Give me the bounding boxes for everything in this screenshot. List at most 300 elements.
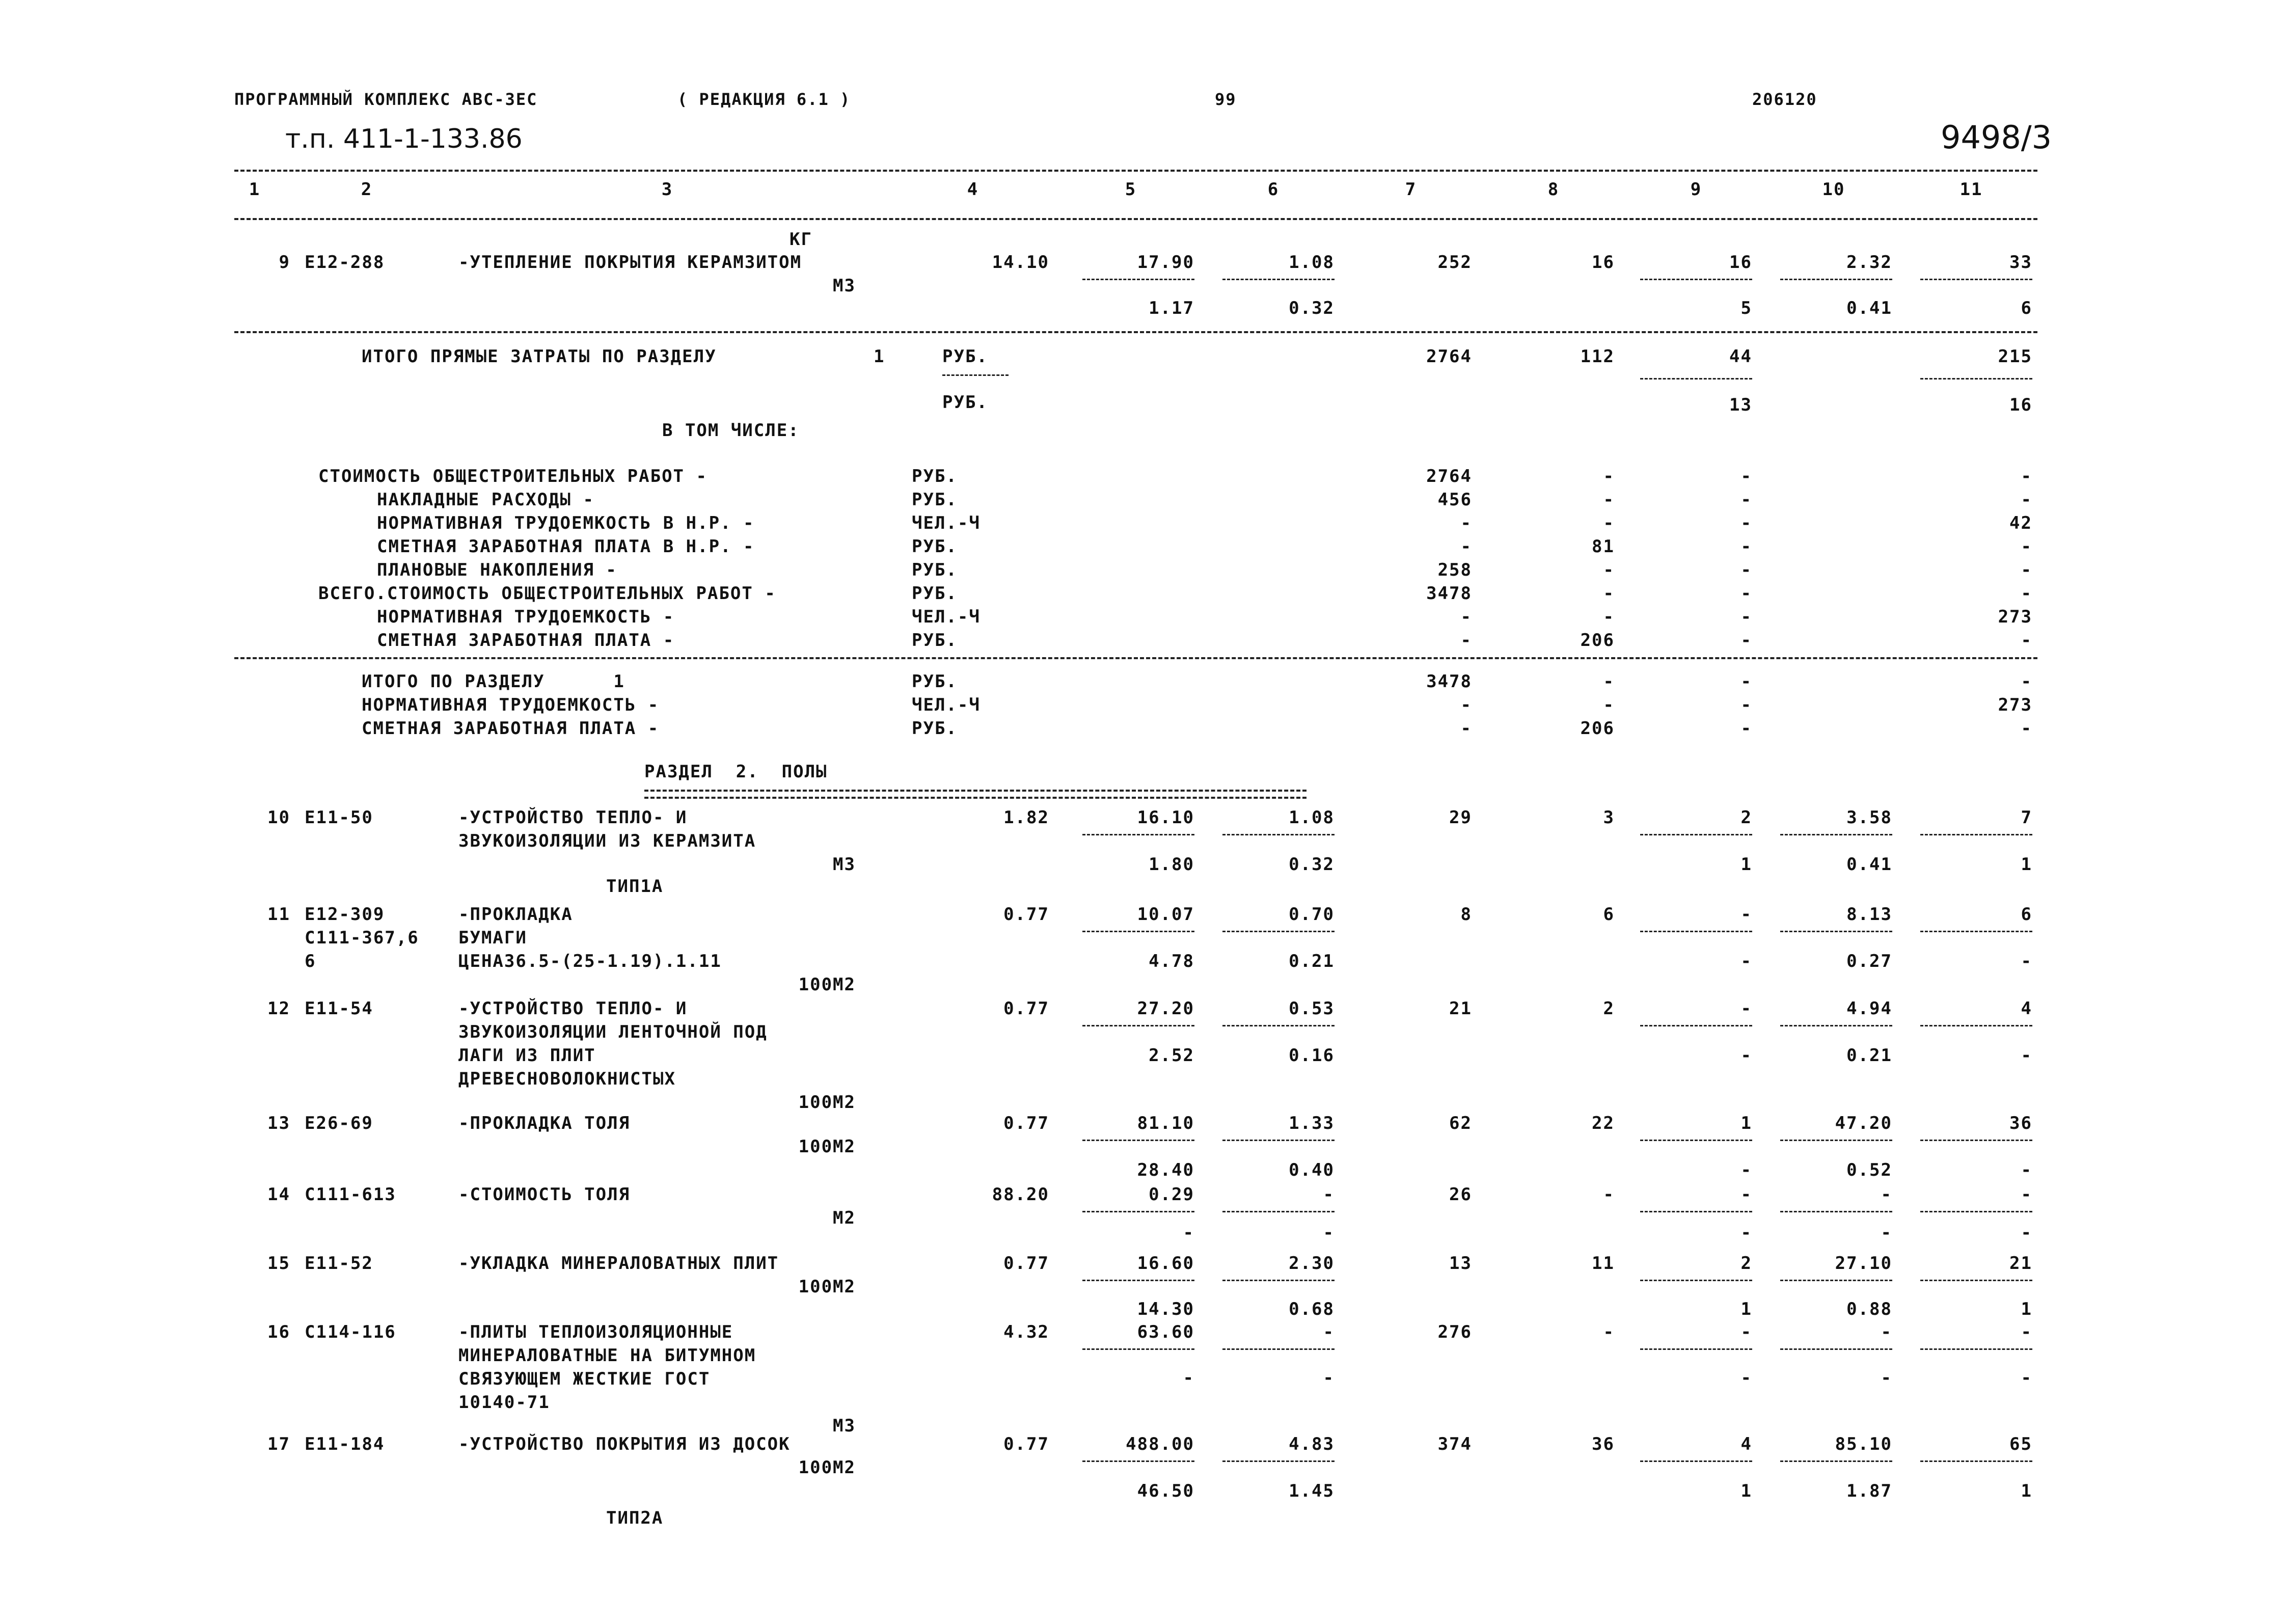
sep-c11 (1920, 1460, 2032, 1462)
cell-c10b: - (1881, 1368, 1892, 1388)
cell-c11b: 1 (2021, 854, 2032, 875)
unit-label: КГ (790, 229, 812, 250)
section-total-c7: - (1460, 718, 1472, 739)
row-number: 9 (279, 252, 290, 273)
row-unit: 100М2 (798, 1136, 856, 1157)
sep-c10 (1780, 1280, 1892, 1281)
cell-c11b: 1 (2021, 1481, 2032, 1501)
cell-c5b: 4.78 (1149, 951, 1194, 971)
section-total-label: ИТОГО ПО РАЗДЕЛУ 1 (362, 671, 625, 692)
rule-before-section-total (234, 657, 2037, 659)
row-unit: 100М2 (798, 975, 856, 995)
column-header-8: 8 (1547, 179, 1560, 200)
program-name: ПРОГРАММНЫЙ КОМПЛЕКС АВС-ЗЕС (234, 90, 538, 109)
breakdown-c11: 42 (2009, 513, 2032, 533)
row-unit: 100М2 (798, 1457, 856, 1478)
breakdown-c7: 456 (1437, 490, 1472, 510)
cell-c10: 4.94 (1846, 998, 1892, 1019)
column-header-11: 11 (1960, 179, 1983, 200)
cell-c10b: 0.21 (1846, 1045, 1892, 1066)
row-number: 13 (267, 1113, 290, 1133)
breakdown-label: ПЛАНОВЫЕ НАКОПЛЕНИЯ - (377, 560, 617, 580)
breakdown-label: СМЕТНАЯ ЗАРАБОТНАЯ ПЛАТА В Н.Р. - (377, 536, 755, 557)
row-unit: М3 (833, 854, 856, 875)
cell-c5: 17.90 (1137, 252, 1194, 273)
breakdown-label: НОРМАТИВНАЯ ТРУДОЕМКОСТЬ В Н.Р. - (377, 513, 755, 533)
cell-c9b: - (1740, 1223, 1752, 1243)
cell-c10: 27.10 (1835, 1253, 1892, 1274)
row-unit: 100М2 (798, 1092, 856, 1113)
section-total-c11: - (2021, 718, 2032, 739)
row-code: 6 (305, 951, 316, 971)
breakdown-c7: - (1460, 513, 1472, 533)
breakdown-c8: 206 (1580, 630, 1615, 651)
cell-c7: 21 (1449, 998, 1472, 1019)
breakdown-c8: - (1603, 607, 1615, 627)
row-name: ДРЕВЕСНОВОЛОКНИСТЫХ (458, 1069, 676, 1089)
cell-c9: 2 (1740, 1253, 1752, 1274)
cell-c9b: 1 (1740, 1299, 1752, 1319)
cell-c9: - (1740, 998, 1752, 1019)
cell-c11b: - (2021, 951, 2032, 971)
cell-c5: 16.60 (1137, 1253, 1194, 1274)
sep-c5 (1082, 1025, 1194, 1026)
cell-c5b: 1.17 (1149, 298, 1194, 318)
total-direct-c9: 44 (1729, 346, 1752, 367)
section-total-c9: - (1740, 671, 1752, 692)
cell-c6: 4.83 (1289, 1434, 1335, 1454)
row-name: ЦЕНА36.5-(25-1.19).1.11 (458, 951, 722, 971)
cell-c8: 6 (1603, 904, 1615, 925)
sep-c9 (1640, 1025, 1752, 1026)
cell-c10: - (1881, 1184, 1892, 1205)
row-name: -ПРОКЛАДКА (458, 904, 573, 925)
sep-c10 (1780, 1211, 1892, 1212)
sep-c10 (1780, 1025, 1892, 1026)
sep-c9 (1640, 1348, 1752, 1350)
cell-c5b: 1.80 (1149, 854, 1194, 875)
total-direct-unit-2: РУБ. (942, 392, 988, 413)
sep-c9 (1640, 279, 1752, 280)
breakdown-c8: - (1603, 466, 1615, 486)
total-direct-section: 1 (874, 346, 885, 367)
cell-c11b: 6 (2021, 298, 2032, 318)
breakdown-c11: - (2021, 630, 2032, 651)
cell-c4: 0.77 (1003, 904, 1049, 925)
section-total-c7: - (1460, 695, 1472, 715)
cell-c9: 2 (1740, 807, 1752, 828)
row-name: -УКЛАДКА МИНЕРАЛОВАТНЫХ ПЛИТ (458, 1253, 779, 1274)
breakdown-unit: РУБ. (912, 630, 958, 651)
cell-c11b: 1 (2021, 1299, 2032, 1319)
sep-c6 (1222, 1460, 1335, 1462)
breakdown-c7: - (1460, 607, 1472, 627)
breakdown-unit: ЧЕЛ.-Ч (912, 513, 981, 533)
header-rule-top (234, 170, 2037, 172)
row-name: -УСТРОЙСТВО ТЕПЛО- И (458, 998, 688, 1019)
row-name: -ПЛИТЫ ТЕПЛОИЗОЛЯЦИОННЫЕ (458, 1322, 733, 1342)
cell-c5b: 2.52 (1149, 1045, 1194, 1066)
sep-c5 (1082, 834, 1194, 835)
total-direct-c11b: 16 (2009, 395, 2032, 415)
row-code: С111-613 (305, 1184, 396, 1205)
cell-c5: 81.10 (1137, 1113, 1194, 1133)
cell-c10b: 0.41 (1846, 854, 1892, 875)
program-edition: ( РЕДАКЦИЯ 6.1 ) (677, 90, 851, 109)
cell-c9b: 1 (1740, 854, 1752, 875)
column-header-5: 5 (1125, 179, 1137, 200)
section-total-unit: РУБ. (912, 671, 958, 692)
breakdown-c11: - (2021, 560, 2032, 580)
breakdown-c7: 2764 (1426, 466, 1472, 486)
section-total-c11: - (2021, 671, 2032, 692)
cell-c10: 47.20 (1835, 1113, 1892, 1133)
sep-c6 (1222, 279, 1335, 280)
cell-c7: 374 (1437, 1434, 1472, 1454)
row-code: Е11-52 (305, 1253, 373, 1274)
row-number: 10 (267, 807, 290, 828)
section-total-c8: - (1603, 695, 1615, 715)
row-name: -УТЕПЛЕНИЕ ПОКРЫТИЯ КЕРАМЗИТОМ (458, 252, 802, 273)
row-name: МИНЕРАЛОВАТНЫЕ НА БИТУМНОМ (458, 1345, 756, 1366)
row-code: Е11-184 (305, 1434, 385, 1454)
row-name: БУМАГИ (458, 928, 527, 948)
row-number: 12 (267, 998, 290, 1019)
row-unit: М3 (833, 1416, 856, 1436)
cell-c6b: 0.32 (1289, 298, 1335, 318)
cell-c7: 8 (1460, 904, 1472, 925)
cell-c6: - (1323, 1184, 1335, 1205)
cell-c8: 3 (1603, 807, 1615, 828)
column-header-7: 7 (1405, 179, 1417, 200)
cell-c10b: 0.41 (1846, 298, 1892, 318)
cell-c11: 36 (2009, 1113, 2032, 1133)
sep-c10 (1780, 279, 1892, 280)
row-name: ЗВУКОИЗОЛЯЦИИ ЛЕНТОЧНОЙ ПОД (458, 1022, 768, 1042)
total-direct-c8: 112 (1580, 346, 1615, 367)
sep-c5 (1082, 279, 1194, 280)
cell-c7: 29 (1449, 807, 1472, 828)
column-header-4: 4 (967, 179, 979, 200)
total-direct-sep-c9 (1640, 378, 1752, 380)
row-name: -ПРОКЛАДКА ТОЛЯ (458, 1113, 631, 1133)
cell-c11: 21 (2009, 1253, 2032, 1274)
breakdown-c7: 3478 (1426, 583, 1472, 604)
row-name: -СТОИМОСТЬ ТОЛЯ (458, 1184, 631, 1205)
sep-c6 (1222, 1348, 1335, 1350)
cell-c6b: - (1323, 1223, 1335, 1243)
breakdown-c11: 273 (1998, 607, 2032, 627)
sep-c10 (1780, 1348, 1892, 1350)
section-total-c8: 206 (1580, 718, 1615, 739)
cell-c11b: - (2021, 1160, 2032, 1180)
total-direct-c9b: 13 (1729, 395, 1752, 415)
sep-c6 (1222, 1025, 1335, 1026)
cell-c4: 0.77 (1003, 1253, 1049, 1274)
sep-c5 (1082, 931, 1194, 932)
sep-c6 (1222, 1211, 1335, 1212)
breakdown-c7: - (1460, 630, 1472, 651)
cell-c10: 8.13 (1846, 904, 1892, 925)
row-code: С111-367,6 (305, 928, 419, 948)
cell-c4: 0.77 (1003, 1434, 1049, 1454)
sep-c10 (1780, 834, 1892, 835)
cell-c6: 1.33 (1289, 1113, 1335, 1133)
total-direct-unit-sep (942, 374, 1009, 376)
row-unit: М2 (833, 1208, 856, 1228)
breakdown-c7: 258 (1437, 560, 1472, 580)
cell-c9b: 1 (1740, 1481, 1752, 1501)
trailing-type-label: ТИП2А (606, 1508, 664, 1528)
cell-c4: 14.10 (992, 252, 1049, 273)
sep-c11 (1920, 1348, 2032, 1350)
sep-c9 (1640, 931, 1752, 932)
cell-c9b: - (1740, 951, 1752, 971)
sep-c9 (1640, 834, 1752, 835)
sep-c10 (1780, 1140, 1892, 1141)
cell-c11: 4 (2021, 998, 2032, 1019)
cell-c5b: - (1183, 1368, 1194, 1388)
breakdown-label: СМЕТНАЯ ЗАРАБОТНАЯ ПЛАТА - (377, 630, 675, 651)
column-header-6: 6 (1267, 179, 1280, 200)
cell-c11: 7 (2021, 807, 2032, 828)
cell-c9: 16 (1729, 252, 1752, 273)
breakdown-unit: РУБ. (912, 490, 958, 510)
sep-c9 (1640, 1140, 1752, 1141)
breakdown-c9: - (1740, 490, 1752, 510)
cell-c6: 1.08 (1289, 807, 1335, 828)
row-code: Е11-50 (305, 807, 373, 828)
total-direct-sep-c11 (1920, 378, 2032, 380)
breakdown-c9: - (1740, 630, 1752, 651)
cell-c6: 2.30 (1289, 1253, 1335, 1274)
column-header-10: 10 (1822, 179, 1845, 200)
cell-c10: 85.10 (1835, 1434, 1892, 1454)
cell-c6: 0.53 (1289, 998, 1335, 1019)
section-total-label: СМЕТНАЯ ЗАРАБОТНАЯ ПЛАТА - (362, 718, 660, 739)
cell-c4: 0.77 (1003, 998, 1049, 1019)
row-name: -УСТРОЙСТВО ТЕПЛО- И (458, 807, 688, 828)
column-header-3: 3 (661, 179, 673, 200)
breakdown-label: НОРМАТИВНАЯ ТРУДОЕМКОСТЬ - (377, 607, 675, 627)
cell-c9: - (1740, 1322, 1752, 1342)
breakdown-c11: - (2021, 490, 2032, 510)
cell-c5: 10.07 (1137, 904, 1194, 925)
cell-c4: 4.32 (1003, 1322, 1049, 1342)
cell-c6b: 0.21 (1289, 951, 1335, 971)
breakdown-c9: - (1740, 513, 1752, 533)
sep-c6 (1222, 834, 1335, 835)
sep-c6 (1222, 1140, 1335, 1141)
cell-c10: 2.32 (1846, 252, 1892, 273)
cell-c11: 65 (2009, 1434, 2032, 1454)
row-name: ЗВУКОИЗОЛЯЦИИ ИЗ КЕРАМЗИТА (458, 831, 756, 851)
breakdown-c8: - (1603, 560, 1615, 580)
cell-c8: 22 (1592, 1113, 1615, 1133)
document-code: 206120 (1752, 90, 1817, 109)
cell-c5: 63.60 (1137, 1322, 1194, 1342)
column-header-1: 1 (249, 179, 261, 200)
row-number: 17 (267, 1434, 290, 1454)
breakdown-unit: РУБ. (912, 536, 958, 557)
row-name: -УСТРОЙСТВО ПОКРЫТИЯ ИЗ ДОСОК (458, 1434, 791, 1454)
section-total-label: НОРМАТИВНАЯ ТРУДОЕМКОСТЬ - (362, 695, 660, 715)
cell-c7: 26 (1449, 1184, 1472, 1205)
row-code: Е26-69 (305, 1113, 373, 1133)
section-total-unit: РУБ. (912, 718, 958, 739)
sep-c9 (1640, 1460, 1752, 1462)
cell-c6b: - (1323, 1368, 1335, 1388)
cell-c10: - (1881, 1322, 1892, 1342)
row-code: Е12-288 (305, 252, 385, 273)
total-direct-label: ИТОГО ПРЯМЫЕ ЗАТРАТЫ ПО РАЗДЕЛУ (362, 346, 717, 367)
cell-c9: 1 (1740, 1113, 1752, 1133)
sep-c5 (1082, 1460, 1194, 1462)
row-unit: М3 (833, 276, 856, 296)
rule-after-row-9 (234, 331, 2037, 333)
cell-c7: 13 (1449, 1253, 1472, 1274)
section-2-underline (644, 790, 1307, 799)
type-label: ТИП1А (606, 876, 664, 897)
row-code: Е11-54 (305, 998, 373, 1019)
total-direct-c7: 2764 (1426, 346, 1472, 367)
cell-c10b: 0.27 (1846, 951, 1892, 971)
handwritten-doc-ref: т.п. 411-1-133.86 (285, 124, 523, 154)
cell-c11b: - (2021, 1223, 2032, 1243)
cell-c11: - (2021, 1184, 2032, 1205)
breakdown-c9: - (1740, 536, 1752, 557)
cell-c10b: 1.87 (1846, 1481, 1892, 1501)
sep-c11 (1920, 279, 2032, 280)
cell-c9b: - (1740, 1368, 1752, 1388)
row-code: С114-116 (305, 1322, 396, 1342)
breakdown-unit: ЧЕЛ.-Ч (912, 607, 981, 627)
row-name: 10140-71 (458, 1392, 550, 1413)
cell-c9: - (1740, 904, 1752, 925)
breakdown-c9: - (1740, 560, 1752, 580)
column-header-2: 2 (361, 179, 373, 200)
cell-c6b: 0.32 (1289, 854, 1335, 875)
cell-c9b: - (1740, 1160, 1752, 1180)
breakdown-c8: 81 (1592, 536, 1615, 557)
breakdown-c11: - (2021, 536, 2032, 557)
sep-c11 (1920, 1211, 2032, 1212)
breakdown-label: ВСЕГО.СТОИМОСТЬ ОБЩЕСТРОИТЕЛЬНЫХ РАБОТ - (318, 583, 776, 604)
cell-c10b: - (1881, 1223, 1892, 1243)
sep-c5 (1082, 1211, 1194, 1212)
cell-c7: 276 (1437, 1322, 1472, 1342)
cell-c10b: 0.52 (1846, 1160, 1892, 1180)
row-number: 11 (267, 904, 290, 925)
cell-c11: 33 (2009, 252, 2032, 273)
cell-c8: 11 (1592, 1253, 1615, 1274)
header-rule-bottom (234, 218, 2037, 220)
breakdown-c8: - (1603, 490, 1615, 510)
sep-c11 (1920, 931, 2032, 932)
sep-c11 (1920, 1280, 2032, 1281)
cell-c6: 1.08 (1289, 252, 1335, 273)
row-number: 16 (267, 1322, 290, 1342)
sep-c5 (1082, 1348, 1194, 1350)
breakdown-c9: - (1740, 583, 1752, 604)
cell-c6: - (1323, 1322, 1335, 1342)
sep-c10 (1780, 1460, 1892, 1462)
page-number: 99 (1215, 90, 1237, 109)
cell-c5b: 14.30 (1137, 1299, 1194, 1319)
cell-c11: - (2021, 1322, 2032, 1342)
breakdown-c11: - (2021, 466, 2032, 486)
row-code: Е12-309 (305, 904, 385, 925)
sep-c5 (1082, 1280, 1194, 1281)
breakdown-c9: - (1740, 607, 1752, 627)
section-2-title: РАЗДЕЛ 2. ПОЛЫ (644, 762, 828, 782)
total-direct-c11: 215 (1998, 346, 2032, 367)
row-number: 14 (267, 1184, 290, 1205)
section-total-unit: ЧЕЛ.-Ч (912, 695, 981, 715)
sep-c9 (1640, 1211, 1752, 1212)
cell-c8: 16 (1592, 252, 1615, 273)
sep-c11 (1920, 1140, 2032, 1141)
cell-c8: - (1603, 1184, 1615, 1205)
cell-c5: 0.29 (1149, 1184, 1194, 1205)
sep-c11 (1920, 834, 2032, 835)
breakdown-unit: РУБ. (912, 560, 958, 580)
cell-c5b: 46.50 (1137, 1481, 1194, 1501)
cell-c10b: 0.88 (1846, 1299, 1892, 1319)
section-total-c7: 3478 (1426, 671, 1472, 692)
cell-c5: 488.00 (1126, 1434, 1194, 1454)
section-total-c8: - (1603, 671, 1615, 692)
row-number: 15 (267, 1253, 290, 1274)
cell-c11b: - (2021, 1368, 2032, 1388)
cell-c6b: 0.40 (1289, 1160, 1335, 1180)
cell-c4: 1.82 (1003, 807, 1049, 828)
breakdown-c9: - (1740, 466, 1752, 486)
breakdown-c8: - (1603, 513, 1615, 533)
sep-c9 (1640, 1280, 1752, 1281)
section-total-c9: - (1740, 718, 1752, 739)
row-name: СВЯЗУЮЩЕМ ЖЕСТКИЕ ГОСТ (458, 1369, 711, 1389)
breakdown-c7: - (1460, 536, 1472, 557)
section-total-c9: - (1740, 695, 1752, 715)
row-unit: 100М2 (798, 1277, 856, 1297)
handwritten-sheet-number: 9498/3 (1941, 119, 2052, 156)
sep-c5 (1082, 1140, 1194, 1141)
sep-c11 (1920, 1025, 2032, 1026)
breakdown-c8: - (1603, 583, 1615, 604)
cell-c7: 252 (1437, 252, 1472, 273)
cell-c6: 0.70 (1289, 904, 1335, 925)
cell-c10: 3.58 (1846, 807, 1892, 828)
column-header-9: 9 (1690, 179, 1702, 200)
breakdown-c11: - (2021, 583, 2032, 604)
breakdown-label: НАКЛАДНЫЕ РАСХОДЫ - (377, 490, 594, 510)
cell-c6b: 0.68 (1289, 1299, 1335, 1319)
section-total-c11: 273 (1998, 695, 2032, 715)
cell-c9b: 5 (1740, 298, 1752, 318)
cell-c5: 27.20 (1137, 998, 1194, 1019)
cell-c11b: - (2021, 1045, 2032, 1066)
cell-c11: 6 (2021, 904, 2032, 925)
cell-c5b: - (1183, 1223, 1194, 1243)
cell-c5: 16.10 (1137, 807, 1194, 828)
including-label: В ТОМ ЧИСЛЕ: (662, 420, 800, 441)
row-name: ЛАГИ ИЗ ПЛИТ (458, 1045, 596, 1066)
cell-c9b: - (1740, 1045, 1752, 1066)
cell-c4: 0.77 (1003, 1113, 1049, 1133)
cell-c7: 62 (1449, 1113, 1472, 1133)
cell-c8: - (1603, 1322, 1615, 1342)
